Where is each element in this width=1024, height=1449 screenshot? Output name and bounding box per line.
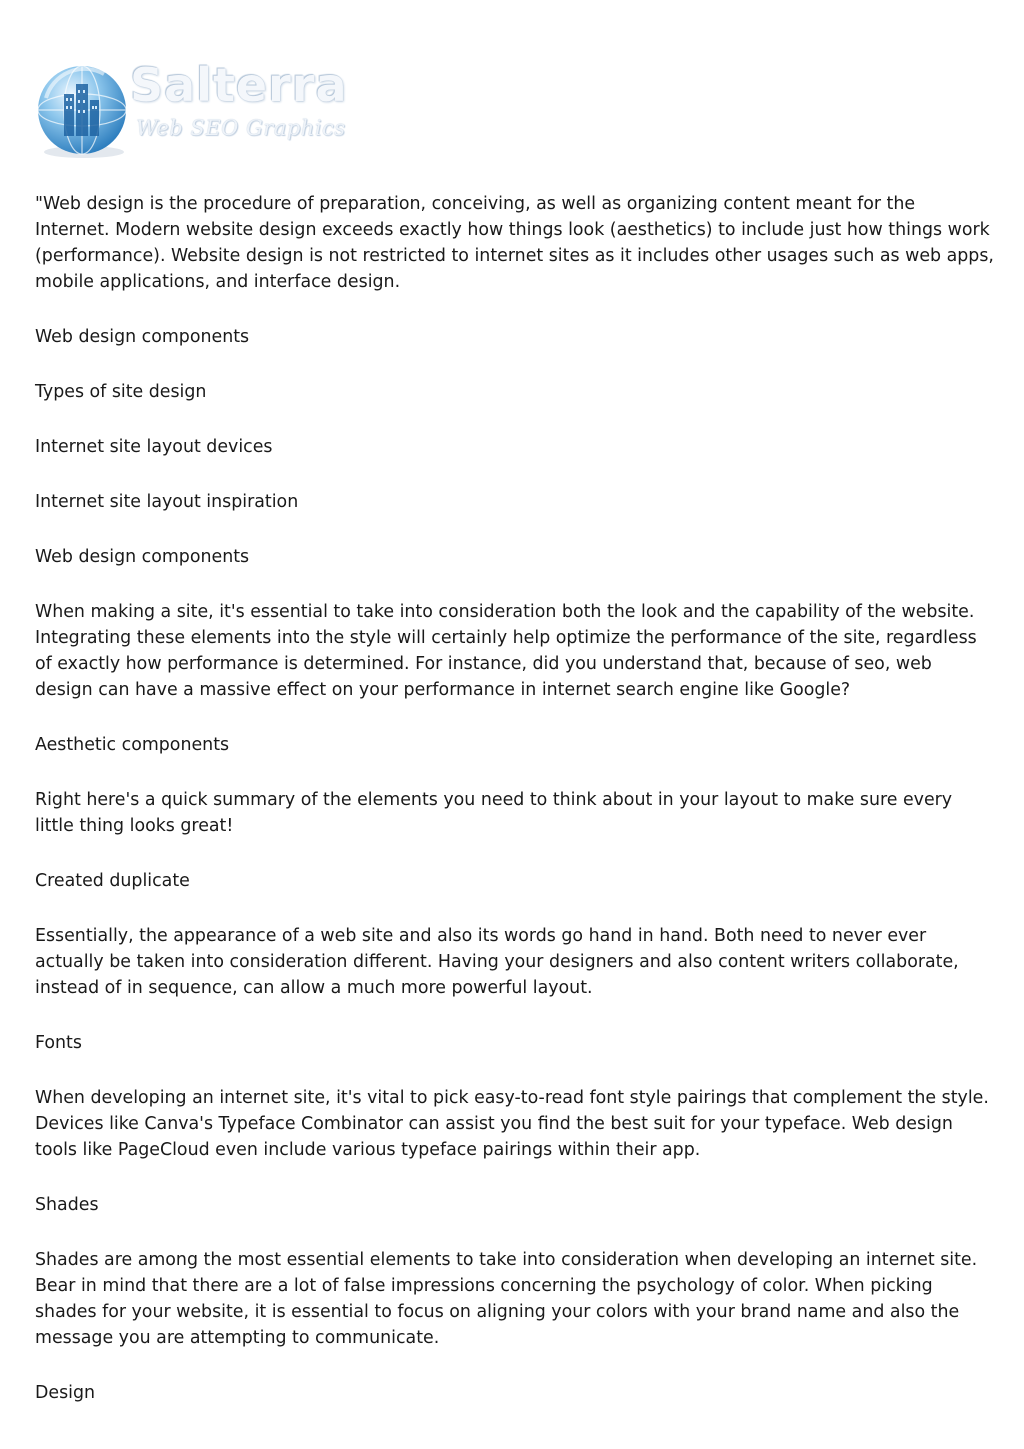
intro-paragraph: "Web design is the procedure of preparation, conceiving, as well as organizing content meant for the Internet. Modern website design exceeds exactly how things look (aesthetics) to include just how things work (performance). Website design is not restricted to internet sites as it includes other usages such as web apps, mobile applications, and interface design. xyxy=(35,194,994,292)
list-item: Internet site layout inspiration xyxy=(35,492,299,512)
logo-title: Salterra xyxy=(130,58,348,112)
section-heading: Aesthetic components xyxy=(35,735,230,755)
body-paragraph: When developing an internet site, it's vital to pick easy-to-read font style pairings that complement the style. Devices like Canva's Typeface Combinator can assist you find the best suit for your typeface. Web design tools like PageCloud even include various typeface pairings within their app. xyxy=(35,1088,989,1160)
section-heading: Web design components xyxy=(35,547,250,567)
body-paragraph: Essentially, the appearance of a web site and also its words go hand in hand. Both need to never ever actually be taken into consideration different. Having your designers and also content writers collaborate, instead of in sequence, can allow a much more powerful layout. xyxy=(35,926,959,998)
list-item: Internet site layout devices xyxy=(35,437,273,457)
list-item: Web design components xyxy=(35,327,250,347)
section-heading: Shades xyxy=(35,1195,99,1215)
globe-building-icon xyxy=(34,64,130,160)
section-heading: Fonts xyxy=(35,1033,82,1053)
section-heading: Created duplicate xyxy=(35,871,190,891)
article-body xyxy=(35,191,995,1435)
list-item: Types of site design xyxy=(35,382,207,402)
section-heading: Design xyxy=(35,1383,96,1403)
body-paragraph: When making a site, it's essential to take into consideration both the look and the capability of the website. Integrating these elements into the style will certainly help optimize the performance of the site, regardless of exactly how performance is determined. For instance, did you understand that, because of seo, web design can have a massive effect on your performance in internet search engine like Google? xyxy=(35,602,977,700)
salterra-logo xyxy=(34,56,364,162)
body-paragraph: Right here's a quick summary of the elements you need to think about in your layout to make sure every little thing looks great! xyxy=(35,790,953,836)
logo-tagline: Web SEO Graphics xyxy=(136,116,346,140)
body-paragraph: Shades are among the most essential elements to take into consideration when developing an internet site. Bear in mind that there are a lot of false impressions concerning the psychology of color. When picking shades for your website, it is essential to focus on aligning your colors with your brand name and also the message you are attempting to communicate. xyxy=(35,1250,978,1348)
